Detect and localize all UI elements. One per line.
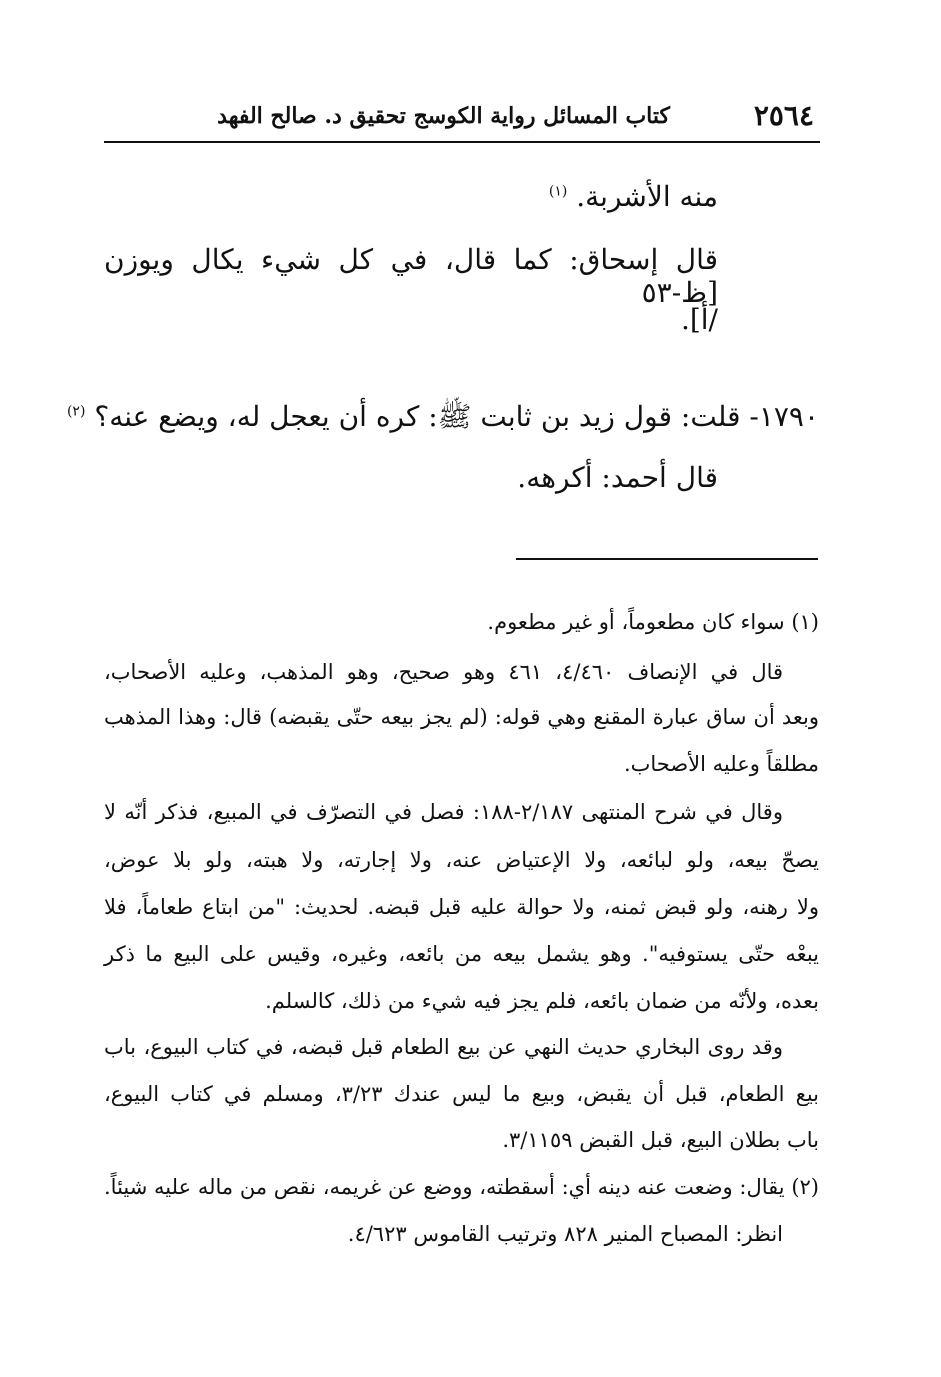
question-1790-text: ١٧٩٠- قلت: قول زيد بن ثابت ﷺ: كره أن يعجل له، ويضع عنه؟	[94, 400, 819, 433]
footnote-1-line-2: وبعد أن ساق عبارة المقنع وهي قوله: (لم يجز بيعه حتّى يقبضه) قال: وهذا المذهب	[104, 705, 819, 729]
footnote-rule	[516, 558, 818, 560]
footnote-ref-2: (٢)	[66, 403, 86, 420]
footnote-1-line-3: مطلقاً وعليه الأصحاب.	[623, 752, 819, 776]
footnote-1-line-0: (١) سواء كان مطعوماً، أو غير مطعوم.	[487, 610, 819, 634]
page-header	[104, 95, 818, 139]
footnote-1-line-10: بيع الطعام، قبل أن يقبض، وبيع ما ليس عندك ٣/٢٣، ومسلم في كتاب البيوع،	[104, 1082, 820, 1106]
footnote-1-line-6: ولا رهنه، ولو قبض ثمنه، ولا حوالة عليه قبل قبضه. لحديث: "من ابتاع طعاماً، فلا	[104, 895, 819, 919]
question-1790	[67, 400, 819, 440]
footnote-2-line-1: انظر: المصباح المنير ٨٢٨ وترتيب القاموس ٤/٦٢٣.	[347, 1222, 783, 1246]
page-number: ٢٥٦٤	[753, 99, 814, 132]
footnote-1-line-5: يصحّ بيعه، ولو لبائعه، ولا الإعتياض عنه، ولا إجارته، ولا هبته، ولو بلا عوض،	[104, 848, 819, 872]
main-line-2: قال إسحاق: كما قال، في كل شيء يكال ويوزن [ظ-٥٣	[104, 243, 718, 309]
footnote-2-line-0: (٢) يقال: وضعت عنه دينه أي: أسقطته، ووضع عن غريمه، نقص من ماله عليه شيئاً.	[104, 1175, 819, 1199]
main-line-3: /أ].	[680, 303, 718, 336]
footnote-1-line-7: يبعْه حتّى يستوفيه". وهو يشمل بيعه من بائعه، وغيره، وقيس على البيع ما ذكر	[104, 942, 819, 966]
footnote-1-line-11: باب بطلان البيع، قبل القبض ٣/١١٥٩.	[502, 1128, 819, 1152]
main-line-1-text: منه الأشربة.	[576, 180, 718, 213]
running-title: كتاب المسائل رواية الكوسج تحقيق د. صالح الفهد	[217, 103, 670, 129]
header-rule	[104, 141, 820, 143]
main-line-1	[549, 180, 718, 213]
footnote-1-line-9: وقد روى البخاري حديث النهي عن بيع الطعام قبل قبضه، في كتاب البيوع، باب	[104, 1035, 783, 1059]
answer-line: قال أحمد: أكرهه.	[517, 461, 718, 494]
footnote-ref-1: (١)	[548, 183, 568, 200]
footnote-1-line-8: بعده، ولأنّه من ضمان بائعه، فلم يجز فيه شيء من ذلك، كالسلم.	[265, 989, 819, 1013]
footnote-1-line-4: وقال في شرح المنتهى ٢/١٨٧-١٨٨: فصل في التصرّف في المبيع، فذكر أنّه لا	[104, 800, 783, 824]
footnote-1-line-1: قال في الإنصاف ٤/٤٦٠، ٤٦١ وهو صحيح، وهو المذهب، وعليه الأصحاب،	[104, 660, 784, 684]
